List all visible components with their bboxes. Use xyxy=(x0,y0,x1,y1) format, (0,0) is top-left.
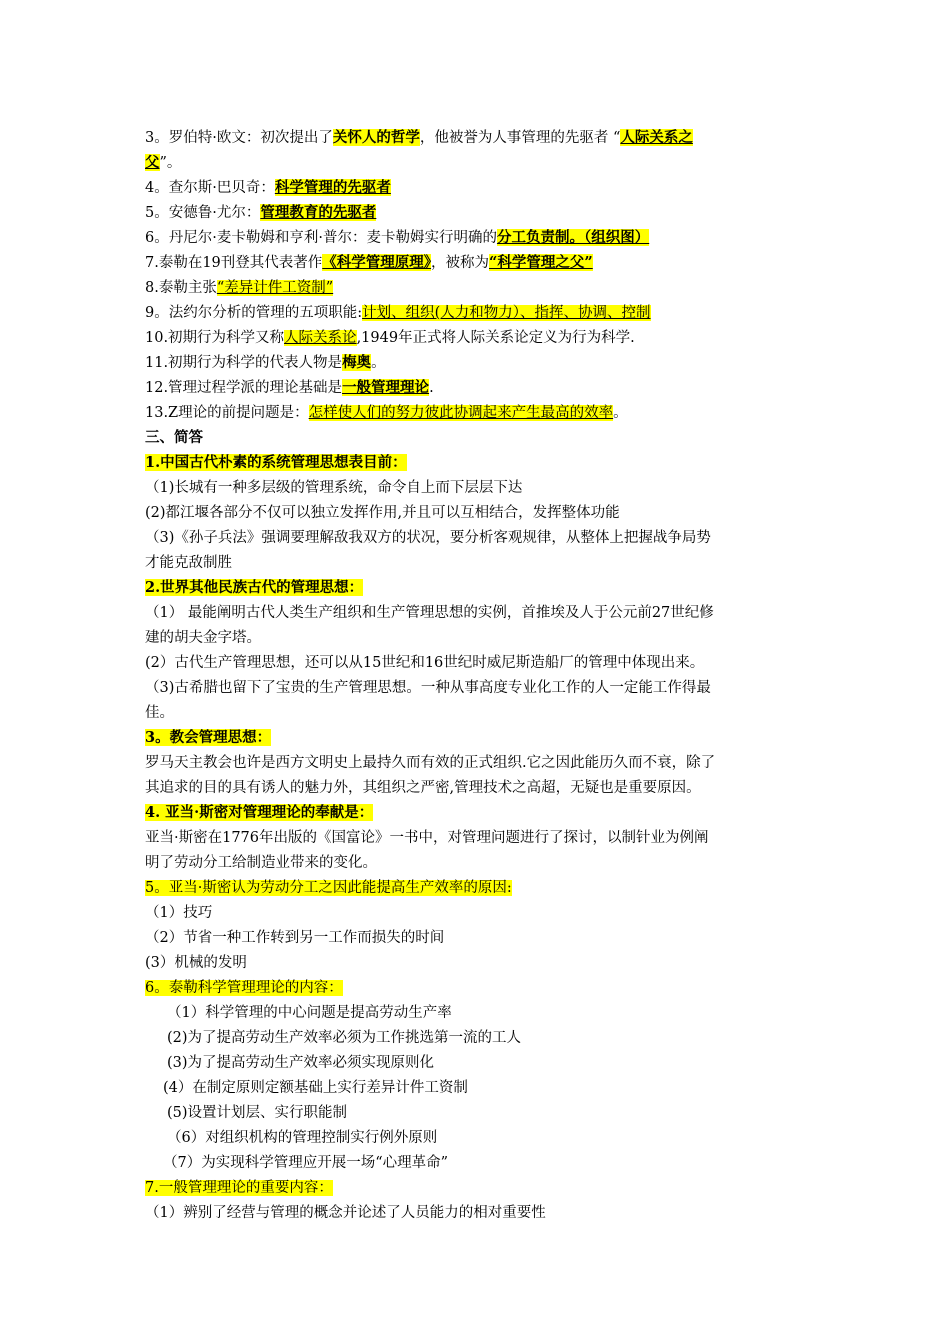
highlighted-text: “差异计件工资制” xyxy=(216,280,334,296)
highlighted-text: 6。泰勒科学管理理论的内容： xyxy=(145,980,343,996)
text-line xyxy=(145,203,376,223)
text-line xyxy=(145,553,232,573)
text-segment: (5)设置计划层、实行职能制 xyxy=(167,1105,348,1121)
text-segment: 3。罗伯特·欧文：初次提出了 xyxy=(145,130,333,146)
highlighted-text: 管理教育的先驱者 xyxy=(260,204,377,221)
text-line xyxy=(145,878,512,898)
text-line xyxy=(145,653,704,673)
text-line xyxy=(145,578,363,598)
text-segment: 13.Z理论的前提问题是： xyxy=(145,405,309,421)
text-line xyxy=(145,828,709,848)
text-segment: 明了劳动分工给制造业带来的变化。 xyxy=(145,855,377,871)
text-line xyxy=(145,403,628,423)
text-line xyxy=(167,1028,521,1048)
text-segment: （2）节省一种工作转到另一工作而损失的时间 xyxy=(145,930,445,946)
text-line xyxy=(145,353,386,373)
text-segment: (3)为了提高劳动生产效率必须实现原则化 xyxy=(167,1055,435,1071)
highlighted-text: 3。教会管理思想： xyxy=(145,729,272,746)
text-line xyxy=(145,978,343,998)
highlighted-text: 一般管理理论 xyxy=(342,379,430,396)
text-segment: (2）古代生产管理思想，还可以从15世纪和16世纪时威尼斯造船厂的管理中体现出来。 xyxy=(145,655,705,671)
text-segment: （1）科学管理的中心问题是提高劳动生产率 xyxy=(167,1005,452,1021)
text-segment: 其追求的目的具有诱人的魅力外，其组织之严密,管理技术之高超，无疑也是重要原因。 xyxy=(145,780,701,796)
highlighted-text: 1.中国古代朴素的系统管理思想表目前： xyxy=(145,454,407,471)
text-segment: ，被称为 xyxy=(431,255,490,271)
text-line xyxy=(167,1103,347,1123)
text-line xyxy=(145,228,649,248)
text-segment: 10.初期行为科学又称 xyxy=(145,330,285,346)
text-line xyxy=(145,603,714,623)
text-line xyxy=(145,453,407,473)
text-line xyxy=(145,853,377,873)
text-segment: 亚当·斯密在1776年出版的《国富论》一书中，对管理问题进行了探讨，以制针业为例阐 xyxy=(145,830,709,846)
text-line xyxy=(145,328,635,348)
text-line xyxy=(145,378,434,398)
text-line xyxy=(167,1128,437,1148)
text-segment: (3）机械的发明 xyxy=(145,955,247,971)
text-line xyxy=(145,303,651,323)
text-line xyxy=(167,1053,434,1073)
text-segment: （3)古希腊也留下了宝贵的生产管理思想。一种从事高度专业化工作的人一定能工作得最 xyxy=(145,680,711,696)
text-line xyxy=(145,1178,333,1198)
text-line xyxy=(145,678,711,698)
text-segment: 12.管理过程学派的理论基础是 xyxy=(145,380,343,396)
highlighted-text: 计划、组织(人力和物力）、指挥、协调、控制 xyxy=(362,305,651,321)
text-line xyxy=(145,903,212,923)
text-line xyxy=(145,128,693,148)
text-segment: 罗马天主教会也许是西方文明史上最持久而有效的正式组织.它之因此能历久而不衰，除了 xyxy=(145,755,716,771)
text-segment: 才能克敌制胜 xyxy=(145,555,232,571)
text-segment: ，他被誉为人事管理的先驱者 “ xyxy=(419,130,621,146)
highlighted-text: “科学管理之父” xyxy=(489,254,593,271)
highlighted-text: 怎样使人们的努力彼此协调起来产生最高的效率 xyxy=(308,405,614,421)
text-line xyxy=(145,628,261,648)
highlighted-text: 关怀人的哲学 xyxy=(332,129,420,146)
text-segment: (2)都江堰各部分不仅可以独立发挥作用,并且可以互相结合，发挥整体功能 xyxy=(145,505,620,521)
text-segment: 。 xyxy=(613,405,628,421)
text-line xyxy=(145,953,247,973)
text-segment: 建的胡夫金字塔。 xyxy=(145,630,261,646)
text-segment: (4）在制定原则定额基础上实行差异计件工资制 xyxy=(163,1080,468,1096)
text-segment: (2)为了提高劳动生产效率必须为工作挑选第一流的工人 xyxy=(167,1030,522,1046)
highlighted-text: 分工负责制。（组织图） xyxy=(496,229,650,246)
text-segment: 三、简答 xyxy=(145,429,203,446)
highlighted-text: 5。亚当·斯密认为劳动分工之因此能提高生产效率的原因: xyxy=(145,880,512,896)
text-segment: 9。法约尔分析的管理的五项职能: xyxy=(145,305,363,321)
text-line xyxy=(145,753,715,773)
highlighted-text: 7.一般管理理论的重要内容： xyxy=(145,1180,333,1196)
text-segment: 8.泰勒主张 xyxy=(145,280,217,296)
text-line xyxy=(145,253,593,273)
text-line xyxy=(145,503,620,523)
text-segment: 5。安德鲁·尤尔： xyxy=(145,205,261,221)
text-segment: 6。丹尼尔·麦卡勒姆和亨利·普尔：麦卡勒姆实行明确的 xyxy=(145,230,497,246)
text-line xyxy=(163,1153,448,1173)
text-segment: （1） 最能阐明古代人类生产组织和生产管理思想的实例，首推埃及人于公元前27世纪修 xyxy=(145,605,714,621)
highlighted-text: 人际关系之 xyxy=(620,129,693,146)
text-segment: . xyxy=(429,380,434,396)
highlighted-text: 2.世界其他民族古代的管理思想： xyxy=(145,579,364,596)
text-line xyxy=(145,703,174,723)
text-segment: （1）辨别了经营与管理的概念并论述了人员能力的相对重要性 xyxy=(145,1205,546,1221)
text-line xyxy=(145,153,181,173)
text-segment: 佳。 xyxy=(145,705,174,721)
text-segment: 。 xyxy=(371,355,386,371)
text-line xyxy=(163,1078,468,1098)
text-line xyxy=(145,928,444,948)
text-segment: 11.初期行为科学的代表人物是 xyxy=(145,355,343,371)
text-line xyxy=(145,428,203,448)
text-segment: ,1949年正式将人际关系论定义为行为科学. xyxy=(356,330,635,346)
text-segment: 7.泰勒在19刊登其代表著作 xyxy=(145,255,323,271)
text-line xyxy=(167,1003,452,1023)
text-line xyxy=(145,178,391,198)
text-segment: 4。查尔斯·巴贝奇： xyxy=(145,180,275,196)
text-line xyxy=(145,803,373,823)
text-line xyxy=(145,278,333,298)
highlighted-text: 梅奥 xyxy=(342,354,372,371)
highlighted-text: 父 xyxy=(145,154,160,171)
text-line xyxy=(145,1203,546,1223)
text-line xyxy=(145,478,522,498)
text-segment: （7）为实现科学管理应开展一场“心理革命” xyxy=(163,1155,449,1171)
text-line xyxy=(145,778,701,798)
text-line xyxy=(145,528,711,548)
highlighted-text: 人际关系论 xyxy=(284,330,357,346)
text-segment: （1）技巧 xyxy=(145,905,213,921)
text-segment: （3)《孙子兵法》强调要理解敌我双方的状况，要分析客观规律，从整体上把握战争局势 xyxy=(145,530,711,546)
highlighted-text: 4. 亚当·斯密对管理理论的奉献是： xyxy=(145,804,374,821)
highlighted-text: 《科学管理原理》 xyxy=(322,254,432,271)
text-segment: （1)长城有一种多层级的管理系统，命令自上而下层层下达 xyxy=(145,480,523,496)
text-segment: ”。 xyxy=(159,155,182,171)
highlighted-text: 科学管理的先驱者 xyxy=(274,179,391,196)
text-line xyxy=(145,728,271,748)
text-segment: （6）对组织机构的管理控制实行例外原则 xyxy=(167,1130,438,1146)
